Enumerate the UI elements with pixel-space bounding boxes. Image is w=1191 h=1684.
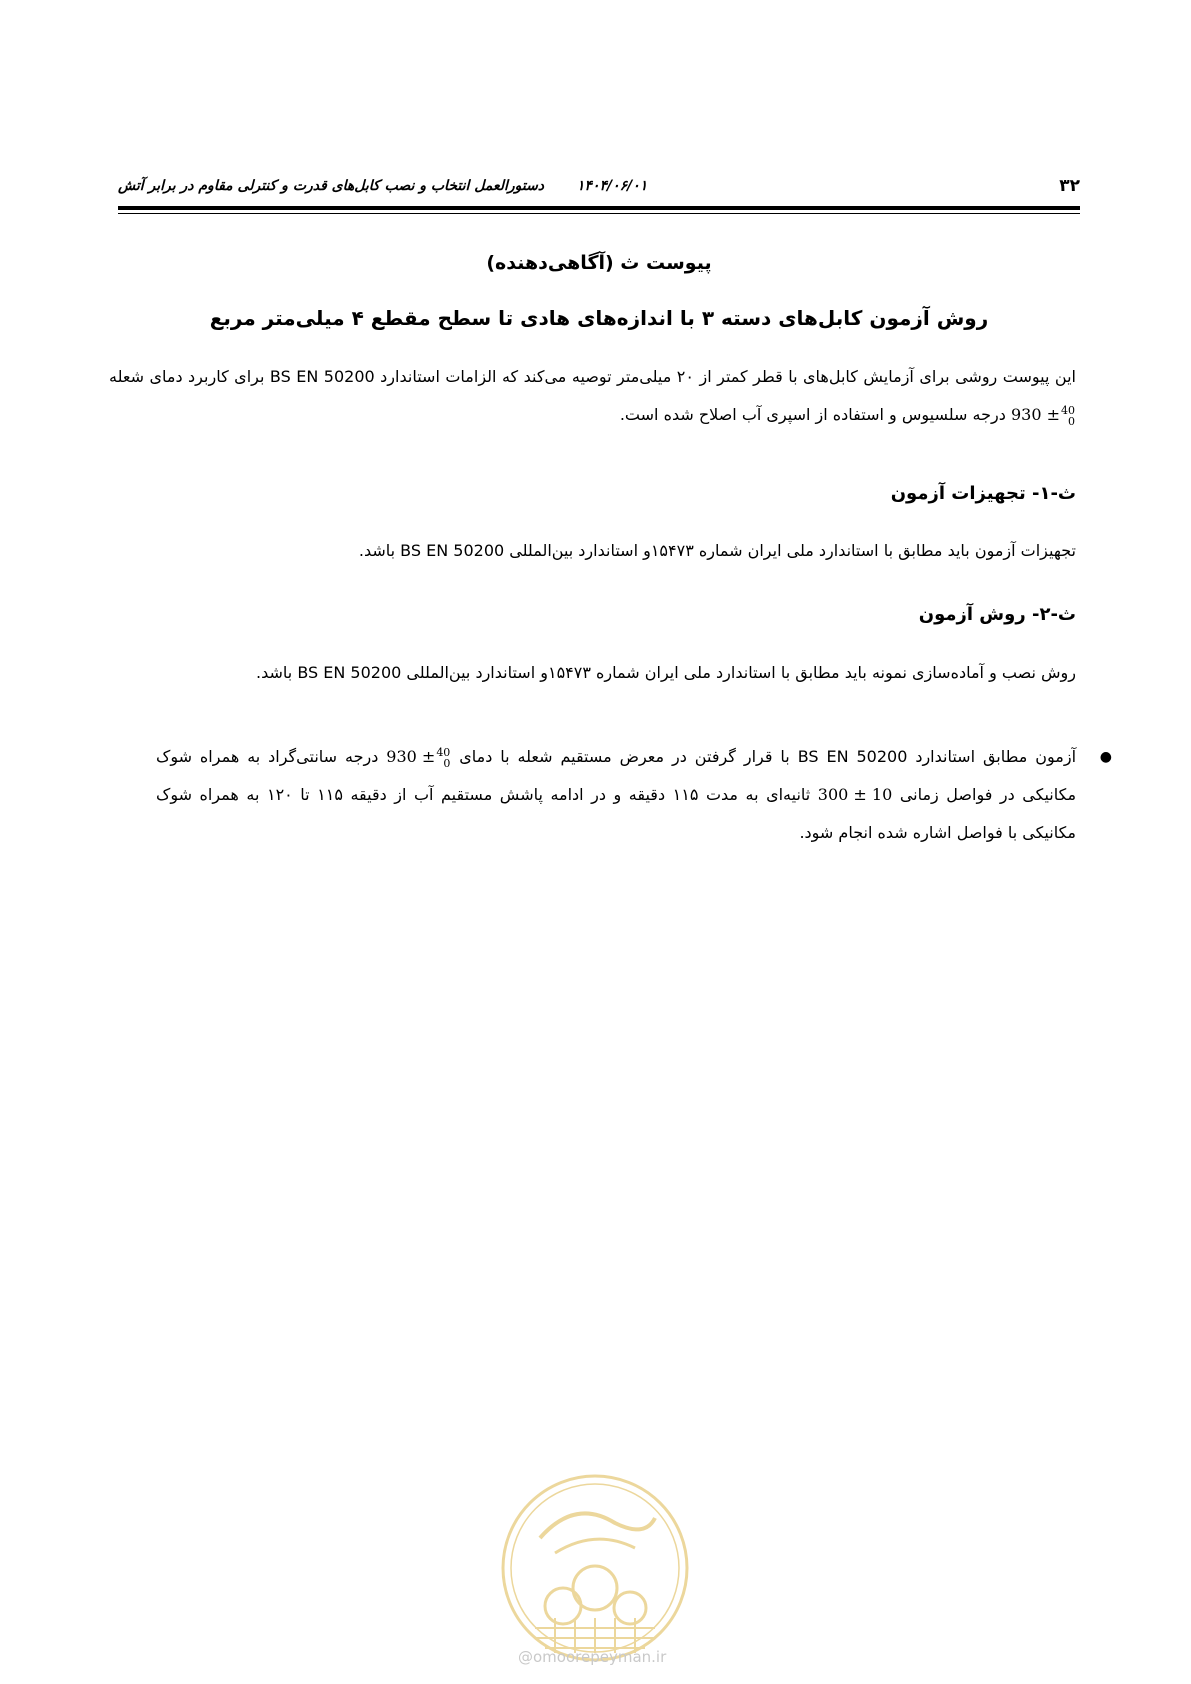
section1-heading: ث-۱- تجهیزات آزمون [890, 483, 1076, 504]
watermark-site [518, 1648, 666, 1666]
intro-line2-start: برای کاربرد دمای شعله [109, 367, 265, 386]
bullet-temp-value: 930 [386, 747, 417, 766]
header-rule-thick [118, 206, 1080, 210]
plus-minus: ± [1046, 405, 1060, 424]
tolerance-lower: 0 [1068, 414, 1075, 428]
annex-title: پیوست ث (آگاهی‌دهنده) [486, 252, 712, 274]
header-rule-thin [118, 213, 1080, 214]
bullet-icon: ● [1099, 749, 1112, 765]
header-date: ۱۴۰۴/۰۶/۰۱ [576, 178, 648, 194]
page-header [118, 176, 1080, 196]
section2-text: روش نصب و آماده‌سازی نمونه باید مطابق با استاندارد ملی ایران شماره ۱۵۴۷۳و استاندارد بین‌المللی BS EN 50200 باشد. [256, 663, 1076, 682]
intro-line2-end: درجه سلسیوس و استفاده از اسپری آب اصلاح شده است. [619, 405, 1006, 424]
bullet-tolerance-upper: 40 [436, 745, 451, 759]
flame-temperature [1011, 396, 1076, 434]
bullet-part1: آزمون مطابق استاندارد BS EN 50200 با قرار گرفتن در معرض مستقیم شعله با دمای [459, 747, 1077, 766]
watermark-stamp-icon [495, 1468, 695, 1668]
bullet-plus-minus: ± [421, 747, 436, 766]
bullet-tolerance-lower: 0 [443, 756, 451, 770]
main-title: روش آزمون کابل‌های دسته ۳ با اندازه‌های هادی تا سطح مقطع ۴ میلی‌متر مربع [209, 306, 989, 330]
intro-paragraph [109, 358, 1076, 434]
bullet-part3: ثانیه‌ای به مدت ۱۱۵ دقیقه و در ادامه پاشش مستقیم آب از دقیقه ۱۱۵ تا ۱۲۰ به همراه شوک مکانیکی با فواصل اشاره شده انجام شود. [156, 785, 1076, 842]
tolerance [1061, 405, 1075, 427]
bullet-part2: درجه سانتی‌گراد به همراه شوک مکانیکی در فواصل زمانی [156, 747, 1077, 804]
bullet-interval: 300 ± 10 [817, 785, 893, 804]
section1-text: تجهیزات آزمون باید مطابق با استاندارد ملی ایران شماره ۱۵۴۷۳و استاندارد بین‌المللی BS EN 50200 باشد. [358, 541, 1076, 560]
bullet-temperature [386, 738, 451, 776]
running-header [118, 178, 647, 194]
section2-heading: ث-۲- روش آزمون [918, 604, 1076, 625]
bullet-tolerance [436, 747, 450, 769]
bullet-item [156, 738, 1112, 852]
page-number: ۳۲ [1059, 176, 1080, 196]
header-title: دستورالعمل انتخاب و نصب کابل‌های قدرت و کنترلی مقاوم در برابر آتش [118, 178, 545, 194]
at-icon: @ [518, 1648, 533, 1666]
watermark-site-text: omoorepeyman.ir [533, 1648, 667, 1666]
tolerance-upper: 40 [1061, 403, 1075, 417]
temp-value: 930 [1010, 405, 1042, 424]
intro-line1: این پیوست روشی برای آزمایش کابل‌های با قطر کمتر از ۲۰ میلی‌متر توصیه می‌کند که الزامات استاندارد BS EN 50200 [269, 367, 1076, 386]
